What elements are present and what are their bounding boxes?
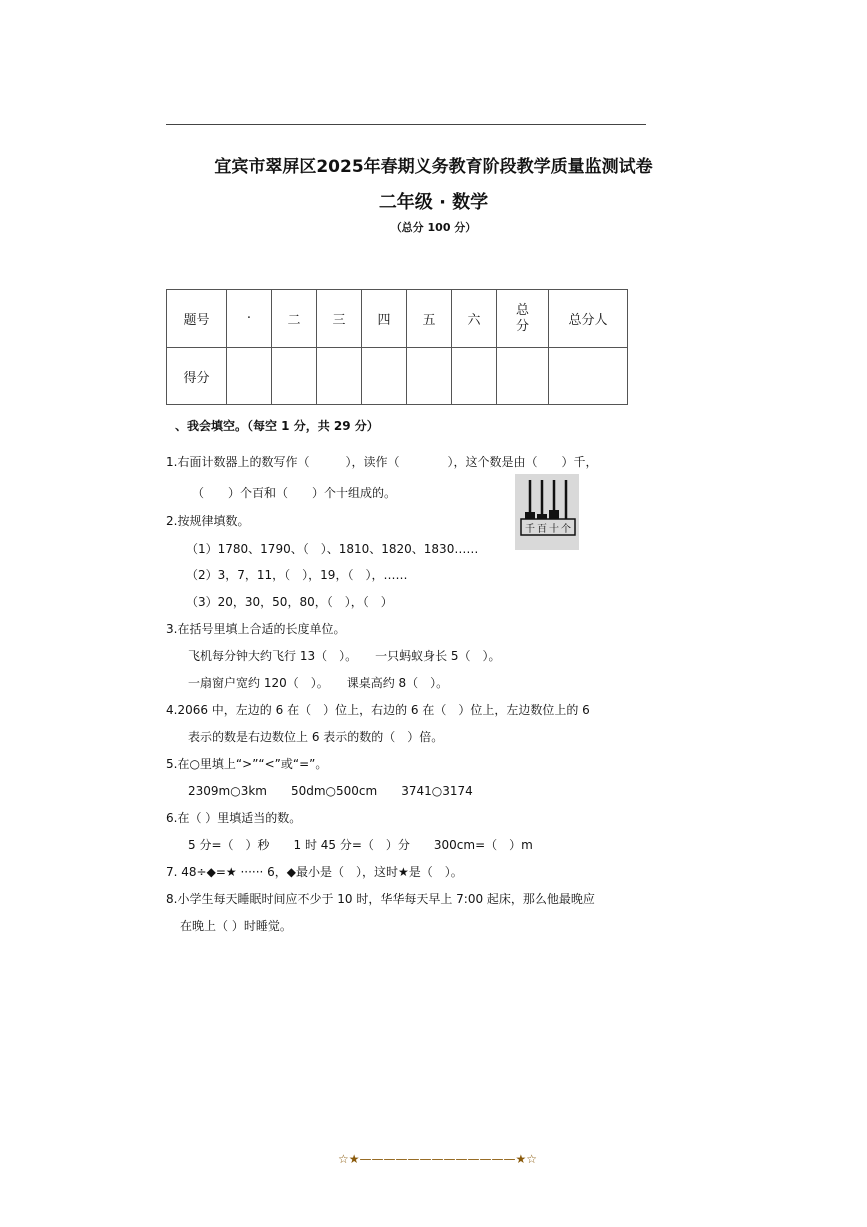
- question-2-part-2: （2）3，7，11，（ ），19，（ ），……: [186, 568, 408, 582]
- question-1-line-2: （ ）个百和（ ）个十组成的。: [192, 486, 397, 500]
- score-row-label: 得分: [167, 348, 227, 405]
- score-header-cell: 四: [362, 290, 407, 348]
- section-1-heading: 、我会填空。（每空 1 分，共 29 分）: [175, 419, 379, 433]
- score-header-cell: 六: [452, 290, 497, 348]
- score-header-cell: 三: [317, 290, 362, 348]
- total-score-note: （总分 100 分）: [390, 221, 477, 234]
- score-header-cell: 五: [407, 290, 452, 348]
- abacus-bead: [549, 510, 559, 519]
- score-table: [166, 289, 628, 405]
- question-6-items: 5 分=（ ）秒 1 时 45 分=（ ）分 300cm=（ ）m: [188, 838, 533, 852]
- question-5: 5.在○里填上“>”“<”或“=”。: [166, 757, 328, 771]
- score-cell[interactable]: [362, 348, 407, 405]
- abacus-background: [515, 474, 579, 550]
- question-6: 6.在（ ）里填适当的数。: [166, 811, 302, 825]
- question-8-line-1: 8.小学生每天睡眠时间应不少于 10 时，华华每天早上 7:00 起床，那么他最晚应: [166, 892, 595, 906]
- score-header-cell: 题号: [167, 290, 227, 348]
- abacus-label-tens: 十: [549, 524, 559, 535]
- score-cell[interactable]: [549, 348, 628, 405]
- question-5-items: 2309m○3km 50dm○500cm 3741○3174: [188, 784, 473, 798]
- score-table-score-row: [167, 348, 628, 405]
- question-2: 2.按规律填数。: [166, 514, 250, 528]
- score-table-header-row: [167, 290, 628, 348]
- question-2-part-1: （1）1780、1790、（ ）、1810、1820、1830……: [186, 542, 479, 556]
- question-3-line-2: 一扇窗户宽约 120（ ）。 课桌高约 8（ ）。: [188, 676, 449, 690]
- question-4-line-1: 4.2066 中，左边的 6 在（ ）位上，右边的 6 在（ ）位上，左边数位上的 6: [166, 703, 590, 717]
- abacus-bead: [525, 512, 535, 519]
- score-cell[interactable]: [317, 348, 362, 405]
- score-cell[interactable]: [272, 348, 317, 405]
- exam-subtitle: 二年级 · 数学: [378, 192, 489, 213]
- score-header-cell: [497, 290, 549, 348]
- question-1-line-1: 1.右面计数器上的数写作（ ），读作（ ），这个数是由（ ）千，: [166, 455, 598, 469]
- score-header-cell: ·: [227, 290, 272, 348]
- score-header-cell: 总分人: [549, 290, 628, 348]
- question-3-line-1: 飞机每分钟大约飞行 13（ ）。 一只蚂蚁身长 5（ ）。: [188, 649, 501, 663]
- exam-title: 宜宾市翠屏区2025年春期义务教育阶段教学质量监测试卷: [214, 157, 653, 177]
- score-cell[interactable]: [227, 348, 272, 405]
- question-4-line-2: 表示的数是右边数位上 6 表示的数的（ ）倍。: [188, 730, 444, 744]
- question-3: 3.在括号里填上合适的长度单位。: [166, 622, 346, 636]
- score-header-cell: 二: [272, 290, 317, 348]
- question-2-part-3: （3）20，30，50，80，（ ），（ ）: [186, 595, 393, 609]
- total-label: 总分: [515, 302, 529, 334]
- question-8-line-2: 在晚上（ ）时睡觉。: [180, 919, 292, 933]
- score-cell[interactable]: [452, 348, 497, 405]
- score-cell[interactable]: [407, 348, 452, 405]
- score-cell[interactable]: [497, 348, 549, 405]
- abacus-label-thousands: 千: [525, 524, 535, 535]
- abacus-label-hundreds: 百: [537, 524, 547, 535]
- abacus-label-ones: 个: [561, 524, 571, 535]
- page-footer-decoration: ☆★—————————————★☆: [338, 1152, 538, 1166]
- header-rule: [166, 124, 646, 125]
- question-7: 7. 48÷◆=★ ······ 6，◆最小是（ ），这时★是（ ）。: [166, 865, 463, 879]
- abacus-counter-image: [515, 474, 579, 550]
